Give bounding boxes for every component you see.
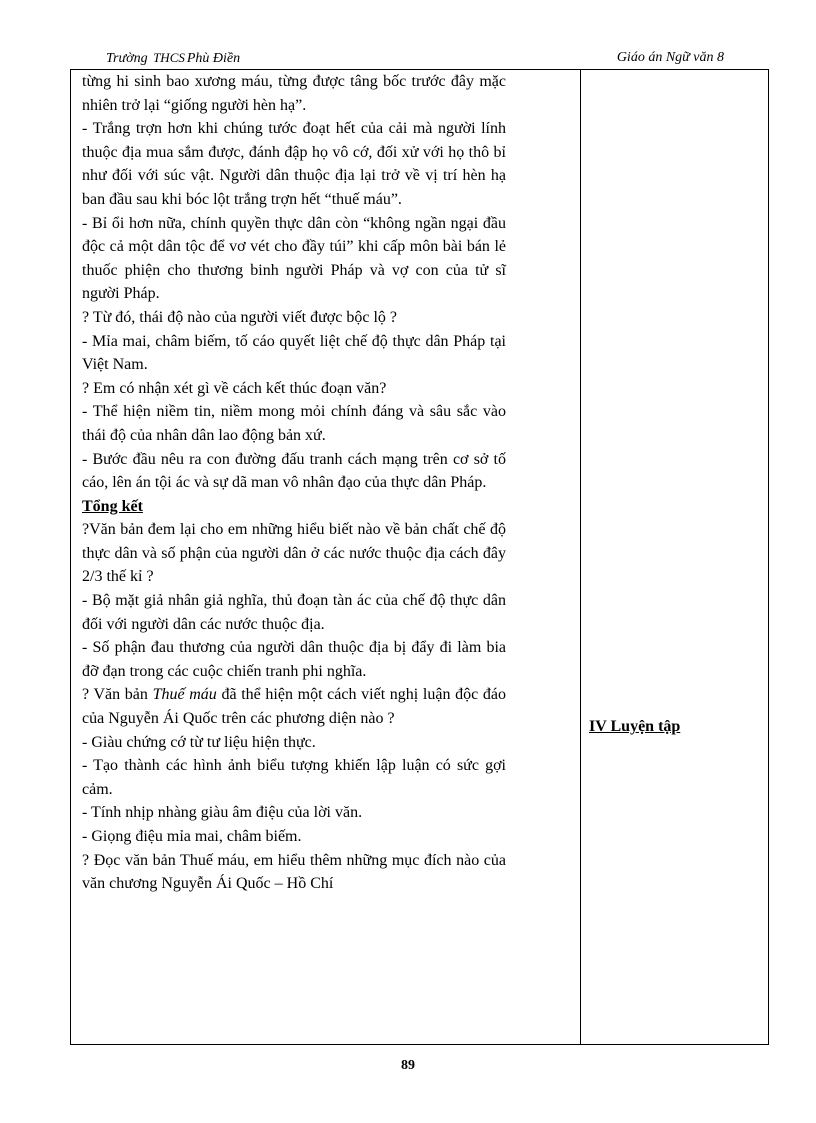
paragraph: - Thể hiện niềm tin, niềm mong mỏi chính đáng và sâu sắc vào thái độ của nhân dân lao động bản xứ. xyxy=(82,403,506,444)
paragraph: - Giàu chứng cớ từ tư liệu hiện thực. xyxy=(82,733,316,751)
header-school xyxy=(106,50,240,67)
question: ?Văn bản đem lại cho em những hiểu biết nào về bản chất chế độ thực dân và số phận của người dân ở các nước thuộc địa cách đây 2/3 thế kỉ ? xyxy=(82,521,506,586)
work-title: Thuế máu xyxy=(152,686,217,704)
question-part: ? Văn bản xyxy=(82,686,153,704)
paragraph: từng hi sinh bao xương máu, từng được tâng bốc trước đây mặc nhiên trở lại “giống người hèn hạ”. xyxy=(82,73,506,114)
question: ? Đọc văn bản Thuế máu, em hiểu thêm những mục đích nào của văn chương Nguyễn Ái Quốc – Hồ Chí xyxy=(82,851,506,893)
right-section-title: IV Luyện tập xyxy=(589,718,681,735)
paragraph: - Tính nhịp nhàng giàu âm điệu của lời văn. xyxy=(82,804,363,822)
header-school-prefix: Trường xyxy=(106,51,148,66)
paragraph: - Mỉa mai, châm biếm, tố cáo quyết liệt chế độ thực dân Pháp tại Việt Nam. xyxy=(82,332,506,374)
paragraph: - Tạo thành các hình ảnh biểu tượng khiến lập luận có sức gợi cảm. xyxy=(82,757,506,798)
right-column xyxy=(589,718,680,736)
question-part: đã thể hiện một cách viết nghị luận độc đáo của Nguyễn Ái Quốc trên các phương diện nào ? xyxy=(82,686,506,728)
column-divider xyxy=(580,69,581,1044)
question xyxy=(82,683,506,730)
paragraph: - Trắng trợn hơn khi chúng tước đoạt hết của cải mà người lính thuộc địa mua sắm được, đánh đập họ vô cớ, đối xử với họ thô bỉ như đối với súc vật. Người dân thuộc địa lại trở về vị trí hèn hạ ban đầu sau khi bóc lột trắng trợn hết “thuế máu”. xyxy=(82,120,506,208)
lesson-table xyxy=(70,69,769,1045)
paragraph: - Bộ mặt giả nhân giả nghĩa, thủ đoạn tàn ác của chế độ thực dân đối với người dân các nước thuộc địa. xyxy=(82,592,506,633)
question: ? Em có nhận xét gì về cách kết thúc đoạn văn? xyxy=(82,379,387,397)
section-title: Tổng kết xyxy=(82,497,143,515)
paragraph: - Bước đầu nêu ra con đường đấu tranh cách mạng trên cơ sở tố cáo, lên án tội ác và sự dã man vô nhân đạo của thực dân Pháp. xyxy=(82,450,506,492)
paragraph: - Giọng điệu mỉa mai, châm biếm. xyxy=(82,828,302,845)
paragraph: - Bỉ ổi hơn nữa, chính quyền thực dân còn “không ngần ngại đầu độc cả một dân tộc để vơ vét cho đầy túi” khi cấp môn bài bán lẻ thuốc phiện cho thương binh người Pháp và vợ con của tử sĩ người Pháp. xyxy=(82,214,506,303)
header-school-mid: THCS xyxy=(153,50,185,65)
header-school-suffix: Phù Điền xyxy=(186,51,241,66)
question: ? Từ đó, thái độ nào của người viết được bộc lộ ? xyxy=(82,308,398,326)
page-number: 89 xyxy=(401,1058,415,1073)
left-column xyxy=(82,70,506,896)
header-subject: Giáo án Ngữ văn 8 xyxy=(616,50,724,65)
paragraph: - Số phận đau thương của người dân thuộc địa bị đẩy đi làm bia đỡ đạn trong các cuộc chiến tranh phi nghĩa. xyxy=(82,639,506,680)
